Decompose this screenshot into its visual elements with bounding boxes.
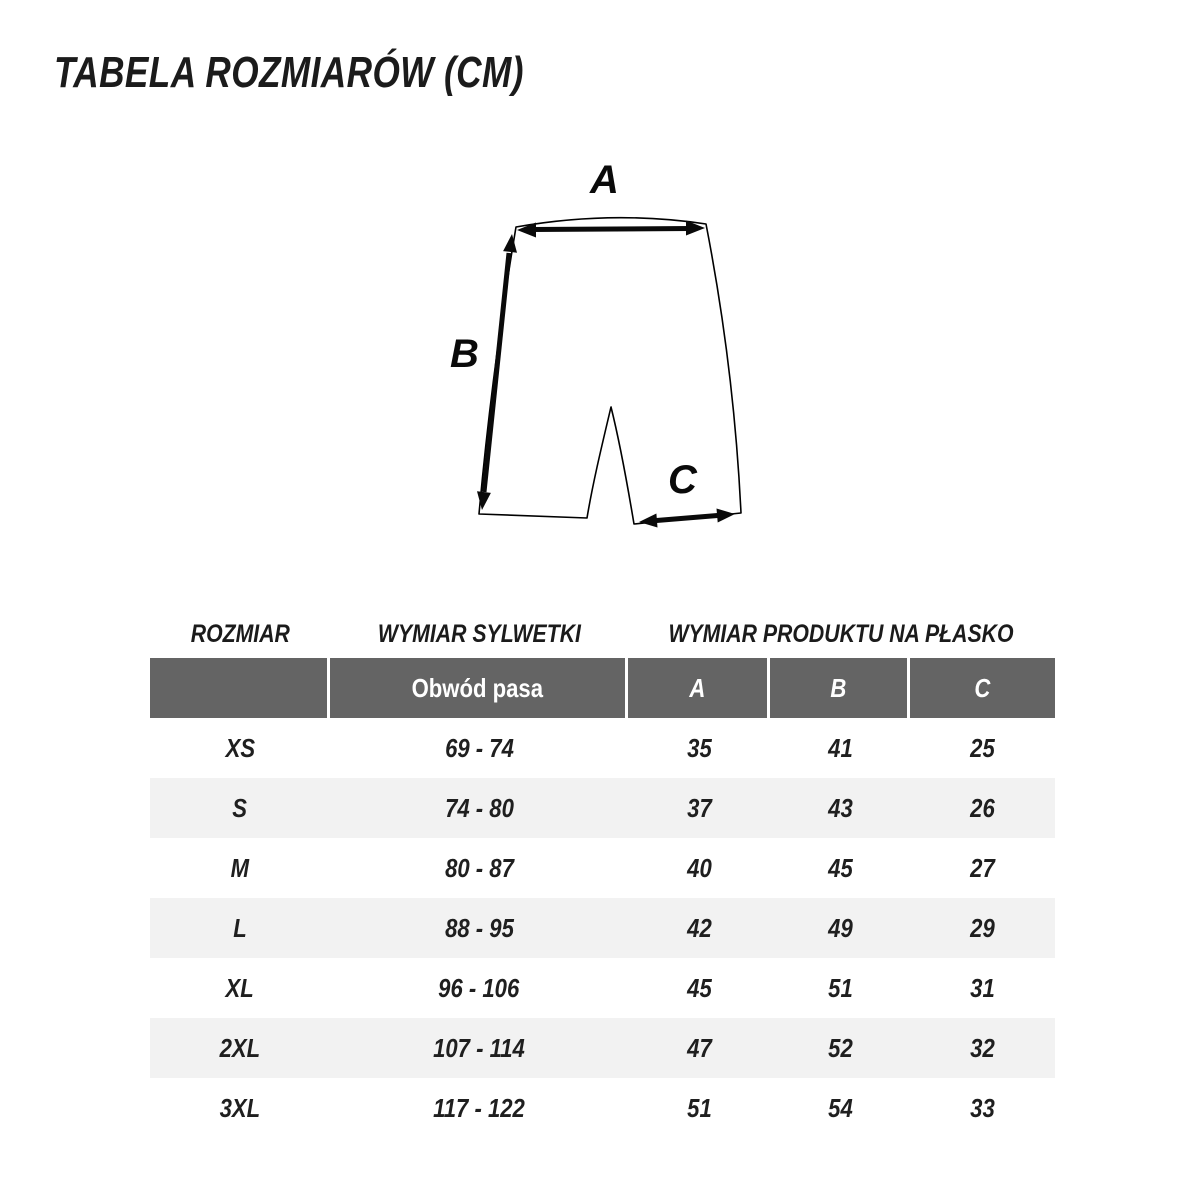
cell-text: 49 (827, 912, 853, 943)
cell-c (910, 778, 1055, 838)
header-cell-b: B (770, 658, 910, 718)
cell-waist (330, 1018, 628, 1078)
header-cell-size (150, 658, 330, 718)
table-row-l (150, 898, 1055, 958)
cell-b (770, 718, 910, 778)
cell-text: 54 (827, 1092, 853, 1123)
cell-text: 2XL (219, 1032, 261, 1063)
cell-b (770, 778, 910, 838)
page-title: TABELA ROZMIARÓW (CM) (54, 48, 524, 97)
cell-text: XS (225, 732, 255, 763)
cell-a (628, 898, 770, 958)
cell-text: 51 (827, 972, 853, 1003)
cell-text: 52 (827, 1032, 853, 1063)
cell-b (770, 838, 910, 898)
measure-label-b: B (450, 332, 479, 376)
cell-text: 69 - 74 (444, 732, 514, 763)
cell-size (150, 1018, 330, 1078)
cell-b (770, 898, 910, 958)
cell-size (150, 778, 330, 838)
cell-c (910, 718, 1055, 778)
table-row-xl (150, 958, 1055, 1018)
cell-text: 41 (827, 732, 853, 763)
cell-text: L (233, 912, 247, 943)
cell-text: 74 - 80 (444, 792, 514, 823)
cell-b (770, 1078, 910, 1138)
cell-size (150, 718, 330, 778)
cell-c (910, 1078, 1055, 1138)
size-table (150, 610, 1055, 1138)
cell-text: 35 (686, 732, 712, 763)
cell-text: 96 - 106 (438, 972, 520, 1003)
cell-text: M (230, 852, 250, 883)
cell-waist (330, 898, 628, 958)
header-cell-c: C (910, 658, 1055, 718)
cell-text: 117 - 122 (433, 1092, 525, 1123)
header-cell-a: A (628, 658, 770, 718)
cell-text: 27 (970, 852, 995, 883)
cell-size (150, 898, 330, 958)
shorts-outline (479, 218, 741, 524)
cell-text: 43 (827, 792, 853, 823)
table-row-s (150, 778, 1055, 838)
cell-text: 26 (970, 792, 995, 823)
cell-text: 45 (686, 972, 712, 1003)
cell-text: 88 - 95 (444, 912, 514, 943)
group-header-rozmiar: ROZMIAR (190, 619, 290, 648)
cell-a (628, 958, 770, 1018)
cell-c (910, 1018, 1055, 1078)
cell-waist (330, 1078, 628, 1138)
table-row-xs (150, 718, 1055, 778)
measure-label-a: A (590, 158, 619, 202)
table-header-row (150, 658, 1055, 718)
cell-c (910, 898, 1055, 958)
cell-a (628, 718, 770, 778)
cell-text: 51 (686, 1092, 712, 1123)
cell-b (770, 1018, 910, 1078)
table-row-2xl (150, 1018, 1055, 1078)
cell-waist (330, 838, 628, 898)
cell-text: 42 (686, 912, 712, 943)
cell-c (910, 838, 1055, 898)
cell-a (628, 1018, 770, 1078)
cell-c (910, 958, 1055, 1018)
cell-text: 29 (970, 912, 995, 943)
cell-waist (330, 958, 628, 1018)
cell-text: 32 (970, 1032, 995, 1063)
measure-label-c: C (668, 458, 697, 502)
table-row-m (150, 838, 1055, 898)
cell-text: 37 (686, 792, 712, 823)
cell-a (628, 838, 770, 898)
cell-a (628, 778, 770, 838)
cell-text: 107 - 114 (433, 1032, 525, 1063)
shorts-diagram (400, 140, 790, 560)
cell-b (770, 958, 910, 1018)
table-body (150, 718, 1055, 1138)
group-header-wymiar-sylwetki: WYMIAR SYLWETKI (377, 619, 581, 648)
cell-text: S (232, 792, 248, 823)
header-cell-waist: Obwód pasa (330, 658, 628, 718)
group-header-wymiar-produktu: WYMIAR PRODUKTU NA PŁASKO (668, 619, 1015, 648)
cell-size (150, 838, 330, 898)
cell-text: 3XL (219, 1092, 261, 1123)
cell-text: 80 - 87 (444, 852, 514, 883)
cell-text: 47 (686, 1032, 712, 1063)
cell-size (150, 958, 330, 1018)
cell-waist (330, 778, 628, 838)
cell-waist (330, 718, 628, 778)
table-row-3xl (150, 1078, 1055, 1138)
cell-text: 31 (970, 972, 995, 1003)
cell-text: 33 (970, 1092, 995, 1123)
cell-text: 45 (827, 852, 853, 883)
cell-text: 40 (686, 852, 712, 883)
cell-text: 25 (970, 732, 995, 763)
cell-text: XL (225, 972, 255, 1003)
cell-size (150, 1078, 330, 1138)
cell-a (628, 1078, 770, 1138)
table-group-headers (150, 610, 1055, 658)
